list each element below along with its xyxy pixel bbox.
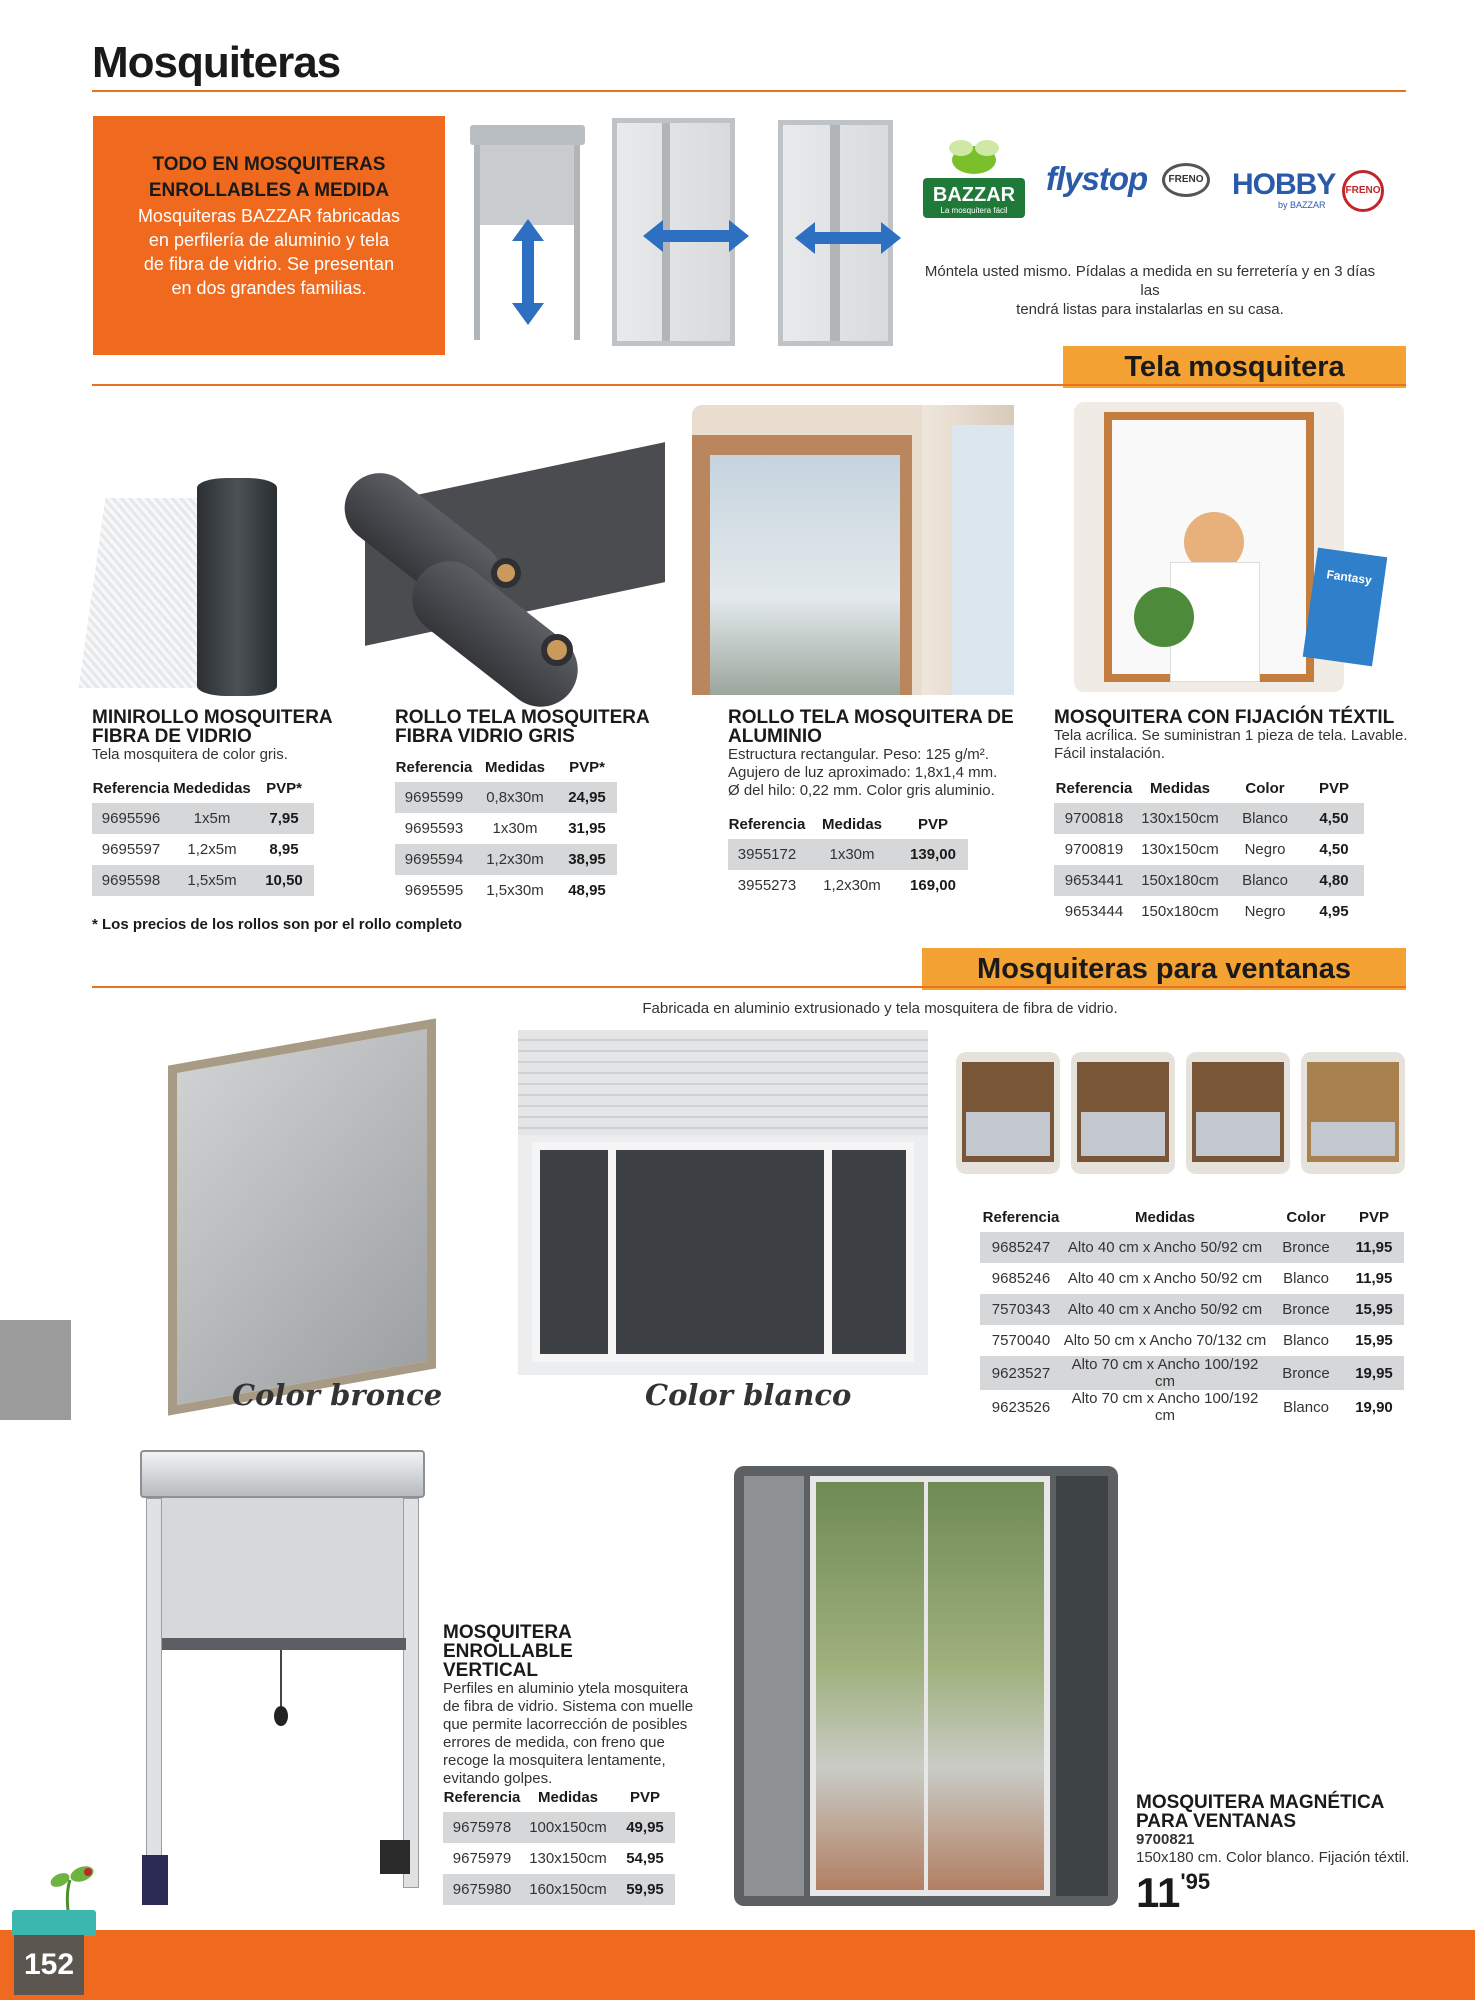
horizontal-arrow-icon [641,218,751,254]
magnetica-price [1136,1869,1436,1917]
cell-ref: 9675980 [443,1874,521,1905]
footer-bar [0,1930,1475,2000]
rollo-aluminio-title-1: ROLLO TELA MOSQUITERA DE [728,707,1014,728]
table-row [1054,834,1364,865]
window-thumb-2 [1071,1052,1175,1174]
col-header: Medidas [537,1788,598,1806]
rollo-gris-image [325,472,665,698]
lateral-screen-illustration [612,118,735,346]
intro-heading-1: TODO EN MOSQUITERAS [152,154,386,175]
magnetica-title-2: PARA VENTANAS [1136,1811,1297,1832]
col-header: Color [1245,779,1285,797]
intro-body-3: de fibra de vidrio. Se presentan [143,254,395,274]
cell-price: 24,95 [557,782,617,813]
intro-body-2: en perfilería de aluminio y tela [148,230,390,250]
cell-ref: 7570040 [991,1332,1051,1349]
cell-ref: 9695599 [395,782,473,813]
table-row [92,803,314,834]
price-decimal: '95 [1180,1869,1211,1894]
table-row [443,1812,675,1843]
cell-size: 1,5x5m [170,865,254,896]
cell-price: 11,95 [1355,1270,1393,1287]
col-header: Referencia [982,1208,1060,1226]
col-header: PVP* [266,779,302,797]
table-header-row [395,752,617,782]
window-thumb-4 [1301,1052,1405,1174]
table-row [980,1294,1404,1325]
intro-body-1: Mosquiteras BAZZAR fabricadas [137,206,401,226]
cell-size: 1,5x30m [486,882,544,899]
hobby-logo-sub: by BAZZAR [1278,200,1326,210]
cell-size: Alto 70 cm x Ancho 100/192 cm [1071,1390,1259,1424]
rollo-gris-title-2: FIBRA VIDRIO GRIS [395,726,575,747]
col-header: Referencia [443,1788,521,1806]
enrollable-desc-4: errores de medida, con freno que [443,1734,665,1751]
fijacion-textil-table [1054,773,1364,927]
table-header-row [1054,773,1364,803]
intro-box [93,116,445,355]
cell-ref: 3955273 [737,877,797,894]
page-number: 152 [14,1935,84,1995]
cell-color: Blanco [1283,1332,1329,1349]
cell-size: Alto 50 cm x Ancho 70/132 cm [1063,1332,1267,1349]
fijacion-textil-desc-1: Tela acrílica. Se suministran 1 pieza de tela. Lavable. [1054,727,1408,744]
table-row [443,1843,675,1874]
magnetica-block [1136,1793,1436,1917]
cell-ref: 9623527 [980,1356,1062,1390]
cell-ref: 9695594 [395,844,473,875]
cell-size: 150x180cm [1134,865,1226,896]
rollo-gris-title-1: ROLLO TELA MOSQUITERA [395,707,650,728]
cell-price: 169,00 [910,877,956,894]
col-header: Medidas [1149,779,1210,797]
cell-size: 0,8x30m [473,782,557,813]
enrollable-desc-6: evitando golpes. [443,1770,553,1787]
cell-price: 4,50 [1319,841,1349,858]
cell-size: 1x30m [806,839,898,870]
cell-ref: 9653441 [1054,865,1134,896]
cell-price: 38,95 [557,844,617,875]
col-header: Referencia [1055,779,1133,797]
rollo-aluminio-desc-1: Estructura rectangular. Peso: 125 g/m². [728,746,989,763]
window-thumb-1 [956,1052,1060,1174]
rollo-aluminio-title-2: ALUMINIO [728,726,822,747]
table-header-row [728,809,968,839]
fijacion-textil-title: MOSQUITERA CON FIJACIÓN TÉXTIL [1054,707,1395,728]
col-header: PVP* [569,758,605,776]
label-color-bronce: Color bronce [232,1378,443,1412]
table-row [728,870,968,901]
vertical-screen-illustration [470,125,585,345]
col-header: PVP [1358,1208,1389,1226]
cell-price: 139,00 [898,839,968,870]
freno-logo-2: FRENO [1342,170,1384,212]
intro-body-4: en dos grandes familias. [171,278,367,298]
label-color-blanco: Color blanco [645,1378,852,1412]
cell-price: 19,90 [1355,1398,1393,1416]
cell-size: 1,2x5m [187,841,237,858]
rollo-aluminio-table [728,809,968,901]
col-header: Referencia [395,758,473,776]
col-header: Referencia [728,815,806,833]
ventanas-table [980,1202,1404,1424]
table-row [1054,896,1364,927]
enrollable-desc-3: que permite lacorrección de posibles [443,1716,688,1733]
table-header-row [980,1202,1404,1232]
cell-size: 160x150cm [521,1874,615,1905]
cell-color: Blanco [1226,803,1304,834]
fijacion-textil-desc-2: Fácil instalación. [1054,745,1165,762]
magnetica-desc: 150x180 cm. Color blanco. Fijación téxtil. [1136,1849,1410,1866]
double-arrow-icon [793,220,903,256]
cell-ref: 9695597 [101,841,161,858]
cell-size: Alto 40 cm x Ancho 50/92 cm [1062,1294,1268,1325]
col-header: PVP [917,815,948,833]
col-header: Color [1286,1208,1326,1226]
cell-ref: 3955172 [728,839,806,870]
fantasy-package-label: Fantasy [1325,567,1373,588]
bazzar-logo [921,134,1027,222]
minirollo-title-1: MINIROLLO MOSQUITERA [92,707,333,728]
enrollable-block [443,1623,703,1788]
bronze-frame-image [160,1022,452,1417]
fijacion-textil-photo [1074,402,1373,692]
cell-price: 48,95 [568,882,606,899]
cell-size: 1x5m [170,803,254,834]
table-row [980,1356,1404,1390]
flystop-logo: flystop [1046,160,1148,197]
section-rule-ventanas [92,986,1406,988]
table-row [1054,865,1364,896]
table-header-row [443,1782,675,1812]
cell-color: Negro [1244,903,1286,920]
cell-color: Negro [1244,841,1286,858]
cell-color: Bronce [1268,1356,1344,1390]
rollo-gris-block [395,708,665,746]
cell-ref: 9675979 [452,1850,512,1867]
cell-ref: 9695598 [92,865,170,896]
table-row [980,1263,1404,1294]
cell-size: 130x150cm [1134,803,1226,834]
minirollo-table [92,773,314,896]
rollo-aluminio-block [728,708,1028,800]
title-rule [92,90,1406,92]
cell-size: Alto 70 cm x Ancho 100/192 cm [1062,1356,1268,1390]
side-tab [0,1320,71,1420]
minirollo-image [92,478,288,696]
fantasy-package [1303,548,1388,667]
col-header: Mededidas [173,779,251,797]
enrollable-desc-1: Perfiles en aluminio ytela mosquitera [443,1680,689,1697]
table-row [443,1874,675,1905]
table-row [92,865,314,896]
cell-size: Alto 40 cm x Ancho 50/92 cm [1062,1232,1268,1263]
minirollo-desc: Tela mosquitera de color gris. [92,746,288,763]
cell-price: 31,95 [568,820,606,837]
cell-price: 4,50 [1304,803,1364,834]
vertical-arrow-icon [508,217,548,327]
cell-size: 150x180cm [1141,903,1219,920]
cell-ref: 9700819 [1064,841,1124,858]
table-row [395,813,617,844]
cell-ref: 9695593 [404,820,464,837]
cell-ref: 9685246 [991,1270,1051,1287]
double-screen-illustration [778,120,893,346]
cell-price: 15,95 [1344,1294,1404,1325]
cell-price: 7,95 [254,803,314,834]
cell-price: 8,95 [269,841,299,858]
table-row [728,839,968,870]
cell-price: 10,50 [254,865,314,896]
cell-ref: 9695595 [404,882,464,899]
cell-ref: 9653444 [1064,903,1124,920]
table-row [395,844,617,875]
col-header: Referencia [92,779,170,797]
cell-size: 1,2x30m [823,877,881,894]
magnetica-door-photo [734,1466,1118,1906]
col-header: Medidas [484,758,545,776]
cell-price: 4,80 [1304,865,1364,896]
table-row [92,834,314,865]
cell-size: Alto 40 cm x Ancho 50/92 cm [1067,1270,1263,1287]
info-text-line1: Móntela usted mismo. Pídalas a medida en su ferretería y en 3 días las [924,263,1376,299]
cell-size: 1x30m [492,820,538,837]
price-footnote: * Los precios de los rollos son por el rollo completo [92,916,463,933]
fijacion-textil-block [1054,708,1414,763]
table-row [980,1390,1404,1424]
cell-color: Blanco [1283,1398,1329,1416]
cell-ref: 9695596 [92,803,170,834]
cell-price: 59,95 [615,1874,675,1905]
bazzar-logo-text: BAZZAR [932,184,1016,206]
cell-color: Blanco [1226,865,1304,896]
ventanas-desc: Fabricada en aluminio extrusionado y tela mosquitera de fibra de vidrio. [642,1000,1118,1017]
rollo-aluminio-desc-3: Ø del hilo: 0,22 mm. Color gris aluminio. [728,782,995,799]
table-row [395,782,617,813]
white-frame-image [518,1030,928,1375]
cell-ref: 9623526 [991,1398,1051,1416]
plant-pot [12,1910,96,1936]
bazzar-logo-tagline: La mosquitera fácil [940,206,1008,215]
magnetica-ref: 9700821 [1136,1831,1195,1848]
rollo-aluminio-desc-2: Agujero de luz aproximado: 1,8x1,4 mm. [728,764,998,781]
price-integer: 11 [1136,1869,1181,1916]
table-row [980,1325,1404,1356]
cell-ref: 7570343 [980,1294,1062,1325]
cell-color: Bronce [1268,1294,1344,1325]
enrollable-desc-5: recoge la mosquitera lentamente, [443,1752,666,1769]
cell-price: 4,95 [1319,903,1349,920]
aluminio-window-photo [692,405,1014,695]
table-row [1054,803,1364,834]
rollo-gris-table [395,752,617,906]
section-tab-tela: Tela mosquitera [1063,346,1406,388]
info-text [915,262,1385,319]
page-title: Mosquiteras [92,38,341,87]
section-rule-tela [92,384,1406,386]
cell-size: 130x150cm [529,1850,607,1867]
enrollable-table [443,1782,675,1905]
enrollable-title-1: MOSQUITERA ENROLLABLE [443,1622,573,1662]
cell-ref: 9685247 [980,1232,1062,1263]
hobby-logo: HOBBY [1232,168,1336,201]
cell-price: 54,95 [626,1850,664,1867]
cell-price: 11,95 [1344,1232,1404,1263]
plant-icon [40,1862,100,1912]
cell-color: Bronce [1268,1232,1344,1263]
cell-color: Blanco [1283,1270,1329,1287]
section-tab-ventanas: Mosquiteras para ventanas [922,948,1406,990]
window-thumb-3 [1186,1052,1290,1174]
enrollable-title-2: VERTICAL [443,1660,538,1681]
minirollo-block [92,708,362,764]
enrollable-desc-2: de fibra de vidrio. Sistema con muelle [443,1698,694,1715]
table-row [395,875,617,906]
cell-size: 100x150cm [521,1812,615,1843]
minirollo-title-2: FIBRA DE VIDRIO [92,726,252,747]
enrollable-vertical-image [140,1450,425,1912]
cell-size: 1,2x30m [473,844,557,875]
col-header: PVP [1318,779,1349,797]
col-header: Medidas [1134,1208,1195,1226]
col-header: PVP [629,1788,660,1806]
cell-price: 19,95 [1344,1356,1404,1390]
cell-ref: 9700818 [1054,803,1134,834]
info-text-line2: tendrá listas para instalarlas en su casa. [1016,301,1284,318]
cell-size: 130x150cm [1141,841,1219,858]
col-header: Medidas [821,815,882,833]
cell-ref: 9675978 [443,1812,521,1843]
cell-price: 15,95 [1355,1332,1393,1349]
table-row [980,1232,1404,1263]
intro-heading-2: ENROLLABLES A MEDIDA [148,180,390,201]
freno-logo-1: FRENO [1162,163,1210,197]
cell-price: 49,95 [615,1812,675,1843]
magnetica-title-1: MOSQUITERA MAGNÉTICA [1136,1792,1385,1813]
table-header-row [92,773,314,803]
